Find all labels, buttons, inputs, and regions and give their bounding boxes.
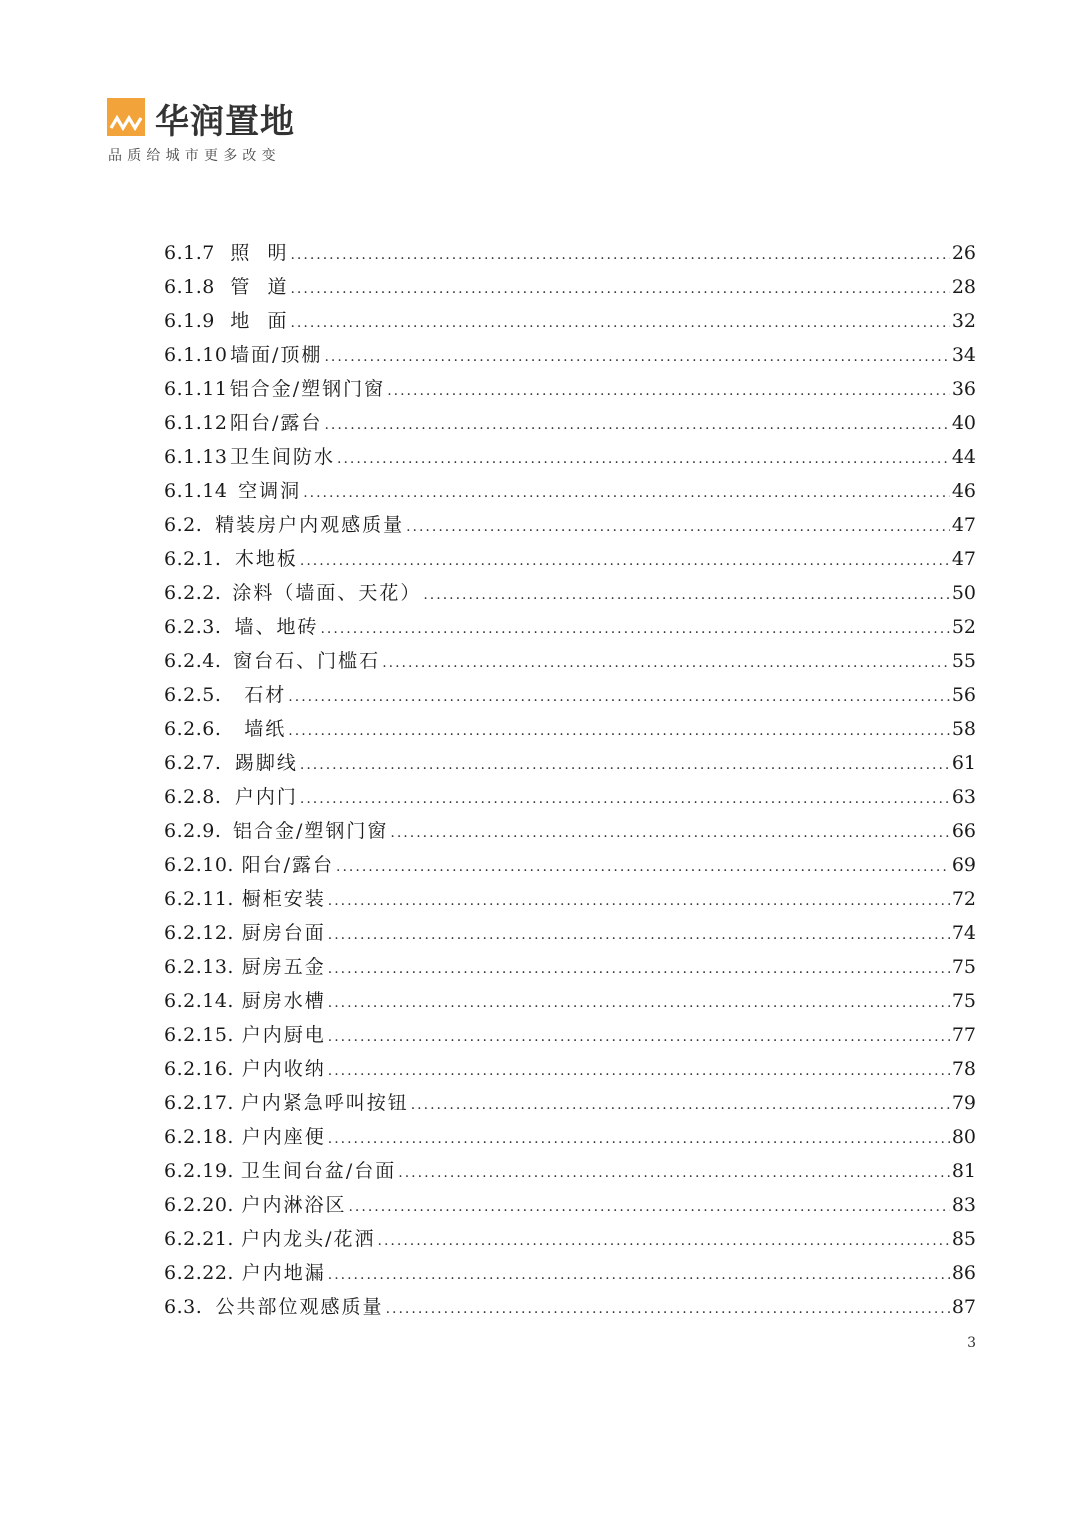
toc-entry-page: 66	[951, 820, 976, 842]
toc-entry-number: 6.2.16.	[164, 1058, 234, 1080]
toc-entry-title: 精装房户内观感质量	[215, 514, 405, 536]
toc-entry-number: 6.2.1.	[164, 548, 222, 570]
toc-entry-number: 6.2.13.	[164, 956, 234, 978]
toc-dot-leader	[320, 612, 949, 646]
toc-entry-title: 铝合金/塑钢门窗	[233, 820, 389, 842]
toc-entry[interactable]	[164, 576, 976, 610]
toc-entry[interactable]	[164, 780, 976, 814]
toc-entry[interactable]	[164, 1188, 976, 1222]
brand-logo	[107, 96, 327, 168]
toc-entry-title: 墙面/顶棚	[230, 344, 323, 366]
toc-entry[interactable]	[164, 984, 976, 1018]
toc-entry-title: 阳台/露台	[230, 412, 323, 434]
toc-dot-leader	[336, 850, 950, 884]
toc-dot-leader	[328, 884, 950, 918]
toc-entry-number: 6.2.12.	[164, 922, 234, 944]
toc-entry-title: 厨房水槽	[241, 990, 326, 1012]
toc-entry-page: 50	[951, 582, 976, 604]
toc-entry-title: 木地板	[234, 548, 298, 570]
page-number: 3	[967, 1335, 976, 1351]
toc-entry-page: 78	[951, 1058, 976, 1080]
toc-entry-page: 80	[951, 1126, 976, 1148]
toc-dot-leader	[378, 1224, 950, 1258]
toc-dot-leader	[328, 1020, 950, 1054]
toc-entry[interactable]	[164, 1018, 976, 1052]
toc-entry-title: 地 面	[230, 310, 289, 332]
toc-dot-leader	[300, 782, 950, 816]
toc-entry-page: 75	[951, 990, 976, 1012]
toc-entry[interactable]	[164, 406, 976, 440]
toc-entry-number: 6.2.6.	[164, 718, 222, 740]
toc-entry[interactable]	[164, 372, 976, 406]
toc-entry-number: 6.2.17.	[164, 1092, 234, 1114]
toc-entry-page: 55	[951, 650, 976, 672]
toc-entry-number: 6.2.21.	[164, 1228, 234, 1250]
toc-entry-title: 厨房五金	[241, 956, 326, 978]
toc-entry[interactable]	[164, 814, 976, 848]
toc-entry[interactable]	[164, 236, 976, 270]
toc-entry[interactable]	[164, 440, 976, 474]
toc-entry-page: 46	[951, 480, 976, 502]
toc-entry-number: 6.2.10.	[164, 854, 234, 876]
toc-entry-page: 28	[951, 276, 976, 298]
toc-entry-title: 窗台石、门槛石	[233, 650, 381, 672]
toc-entry-page: 77	[951, 1024, 976, 1046]
toc-entry[interactable]	[164, 508, 976, 542]
toc-entry-number: 6.2.19.	[164, 1160, 234, 1182]
toc-entry-page: 36	[951, 378, 976, 400]
toc-dot-leader	[288, 714, 950, 748]
toc-dot-leader	[328, 1258, 950, 1292]
toc-dot-leader	[411, 1088, 950, 1122]
toc-entry[interactable]	[164, 644, 976, 678]
toc-entry-number: 6.1.14	[164, 480, 228, 502]
toc-entry[interactable]	[164, 848, 976, 882]
toc-entry[interactable]	[164, 916, 976, 950]
toc-entry-page: 61	[951, 752, 976, 774]
table-of-contents	[164, 236, 976, 1324]
toc-entry-title: 户内紧急呼叫按钮	[240, 1092, 409, 1114]
toc-entry[interactable]	[164, 1154, 976, 1188]
toc-dot-leader	[328, 952, 950, 986]
toc-entry-number: 6.1.9	[164, 310, 215, 332]
toc-entry-title: 墙、地砖	[234, 616, 319, 638]
toc-dot-leader	[328, 986, 950, 1020]
toc-entry-page: 72	[951, 888, 976, 910]
toc-entry[interactable]	[164, 882, 976, 916]
toc-entry-page: 58	[951, 718, 976, 740]
toc-dot-leader	[348, 1190, 949, 1224]
toc-entry-page: 40	[951, 412, 976, 434]
toc-entry-title: 涂料（墙面、天花）	[232, 582, 422, 604]
toc-entry-page: 56	[951, 684, 976, 706]
toc-dot-leader	[328, 1122, 950, 1156]
toc-entry-page: 52	[951, 616, 976, 638]
brand-mark-icon	[107, 98, 145, 136]
toc-entry-title: 石材	[244, 684, 287, 706]
toc-entry-page: 69	[951, 854, 976, 876]
toc-entry-number: 6.3.	[164, 1296, 203, 1318]
toc-dot-leader	[290, 306, 949, 340]
brand-slogan: 品质给城市更多改变	[108, 148, 281, 164]
toc-entry[interactable]	[164, 950, 976, 984]
toc-dot-leader	[290, 272, 949, 306]
toc-entry-number: 6.2.8.	[164, 786, 222, 808]
toc-entry-page: 32	[951, 310, 976, 332]
toc-entry-title: 厨房台面	[241, 922, 326, 944]
toc-entry[interactable]	[164, 542, 976, 576]
toc-dot-leader	[382, 646, 950, 680]
toc-dot-leader	[303, 476, 950, 510]
toc-entry-title: 铝合金/塑钢门窗	[229, 378, 386, 400]
toc-dot-leader	[328, 918, 950, 952]
toc-entry[interactable]	[164, 678, 976, 712]
toc-entry-number: 6.1.12	[164, 412, 228, 434]
toc-entry-page: 79	[951, 1092, 976, 1114]
toc-dot-leader	[324, 408, 949, 442]
toc-entry[interactable]	[164, 712, 976, 746]
toc-entry-number: 6.1.13	[164, 446, 228, 468]
toc-entry-title: 墙纸	[244, 718, 287, 740]
toc-entry-title: 户内收纳	[241, 1058, 326, 1080]
toc-entry-title: 卫生间防水	[229, 446, 335, 468]
toc-entry-page: 86	[951, 1262, 976, 1284]
toc-entry-title: 管 道	[230, 276, 289, 298]
toc-entry-page: 63	[951, 786, 976, 808]
toc-entry[interactable]	[164, 1086, 976, 1120]
toc-entry-number: 6.2.2.	[164, 582, 222, 604]
toc-entry-title: 户内座便	[241, 1126, 326, 1148]
toc-entry-title: 空调洞	[238, 480, 302, 502]
toc-entry[interactable]	[164, 1256, 976, 1290]
toc-entry-number: 6.2.22.	[164, 1262, 234, 1284]
toc-entry-title: 橱柜安装	[241, 888, 326, 910]
toc-entry-page: 85	[951, 1228, 976, 1250]
toc-dot-leader	[386, 1292, 950, 1326]
toc-entry-number: 6.1.10	[164, 344, 228, 366]
toc-dot-leader	[328, 1054, 950, 1088]
toc-entry[interactable]	[164, 610, 976, 644]
toc-entry-title: 户内淋浴区	[241, 1194, 347, 1216]
toc-dot-leader	[300, 544, 950, 578]
toc-entry-number: 6.2.14.	[164, 990, 234, 1012]
toc-entry-number: 6.2.9.	[164, 820, 222, 842]
toc-dot-leader	[387, 374, 950, 408]
toc-entry-page: 47	[951, 548, 976, 570]
toc-entry[interactable]	[164, 474, 976, 508]
toc-entry-page: 83	[951, 1194, 976, 1216]
toc-entry-number: 6.1.11	[164, 378, 228, 400]
toc-entry[interactable]	[164, 1052, 976, 1086]
toc-entry-page: 26	[951, 242, 976, 264]
toc-dot-leader	[288, 680, 950, 714]
toc-dot-leader	[423, 578, 949, 612]
toc-entry[interactable]	[164, 1120, 976, 1154]
toc-entry-number: 6.1.7	[164, 242, 215, 264]
toc-entry-number: 6.2.7.	[164, 752, 222, 774]
toc-entry-title: 卫生间台盆/台面	[240, 1160, 397, 1182]
toc-dot-leader	[398, 1156, 950, 1190]
toc-entry-number: 6.1.8	[164, 276, 215, 298]
toc-entry-page: 75	[951, 956, 976, 978]
toc-entry-title: 户内地漏	[241, 1262, 326, 1284]
toc-entry-number: 6.2.3.	[164, 616, 222, 638]
toc-entry-page: 81	[951, 1160, 976, 1182]
toc-entry-number: 6.2.15.	[164, 1024, 234, 1046]
toc-entry[interactable]	[164, 338, 976, 372]
toc-entry[interactable]	[164, 1290, 976, 1324]
toc-entry-title: 照 明	[230, 242, 289, 264]
toc-entry-page: 44	[951, 446, 976, 468]
toc-dot-leader	[300, 748, 950, 782]
toc-entry-page: 47	[951, 514, 976, 536]
toc-entry-title: 户内门	[234, 786, 298, 808]
toc-entry[interactable]	[164, 270, 976, 304]
toc-entry-number: 6.2.18.	[164, 1126, 234, 1148]
toc-entry[interactable]	[164, 304, 976, 338]
toc-entry-title: 户内龙头/花洒	[241, 1228, 376, 1250]
toc-entry-number: 6.2.4.	[164, 650, 222, 672]
toc-entry-page: 34	[951, 344, 976, 366]
toc-entry-title: 阳台/露台	[241, 854, 335, 876]
toc-entry-page: 74	[951, 922, 976, 944]
toc-entry-title: 公共部位观感质量	[215, 1296, 384, 1318]
toc-dot-leader	[324, 340, 949, 374]
brand-name: 华润置地	[155, 102, 295, 142]
toc-dot-leader	[290, 238, 949, 272]
toc-entry-number: 6.2.11.	[164, 888, 234, 910]
toc-entry[interactable]	[164, 746, 976, 780]
toc-entry-title: 户内厨电	[241, 1024, 326, 1046]
toc-entry[interactable]	[164, 1222, 976, 1256]
toc-dot-leader	[337, 442, 950, 476]
toc-dot-leader	[390, 816, 949, 850]
toc-entry-title: 踢脚线	[234, 752, 298, 774]
toc-entry-number: 6.2.	[164, 514, 203, 536]
toc-dot-leader	[406, 510, 950, 544]
toc-entry-number: 6.2.20.	[164, 1194, 234, 1216]
toc-entry-page: 87	[951, 1296, 976, 1318]
toc-entry-number: 6.2.5.	[164, 684, 222, 706]
